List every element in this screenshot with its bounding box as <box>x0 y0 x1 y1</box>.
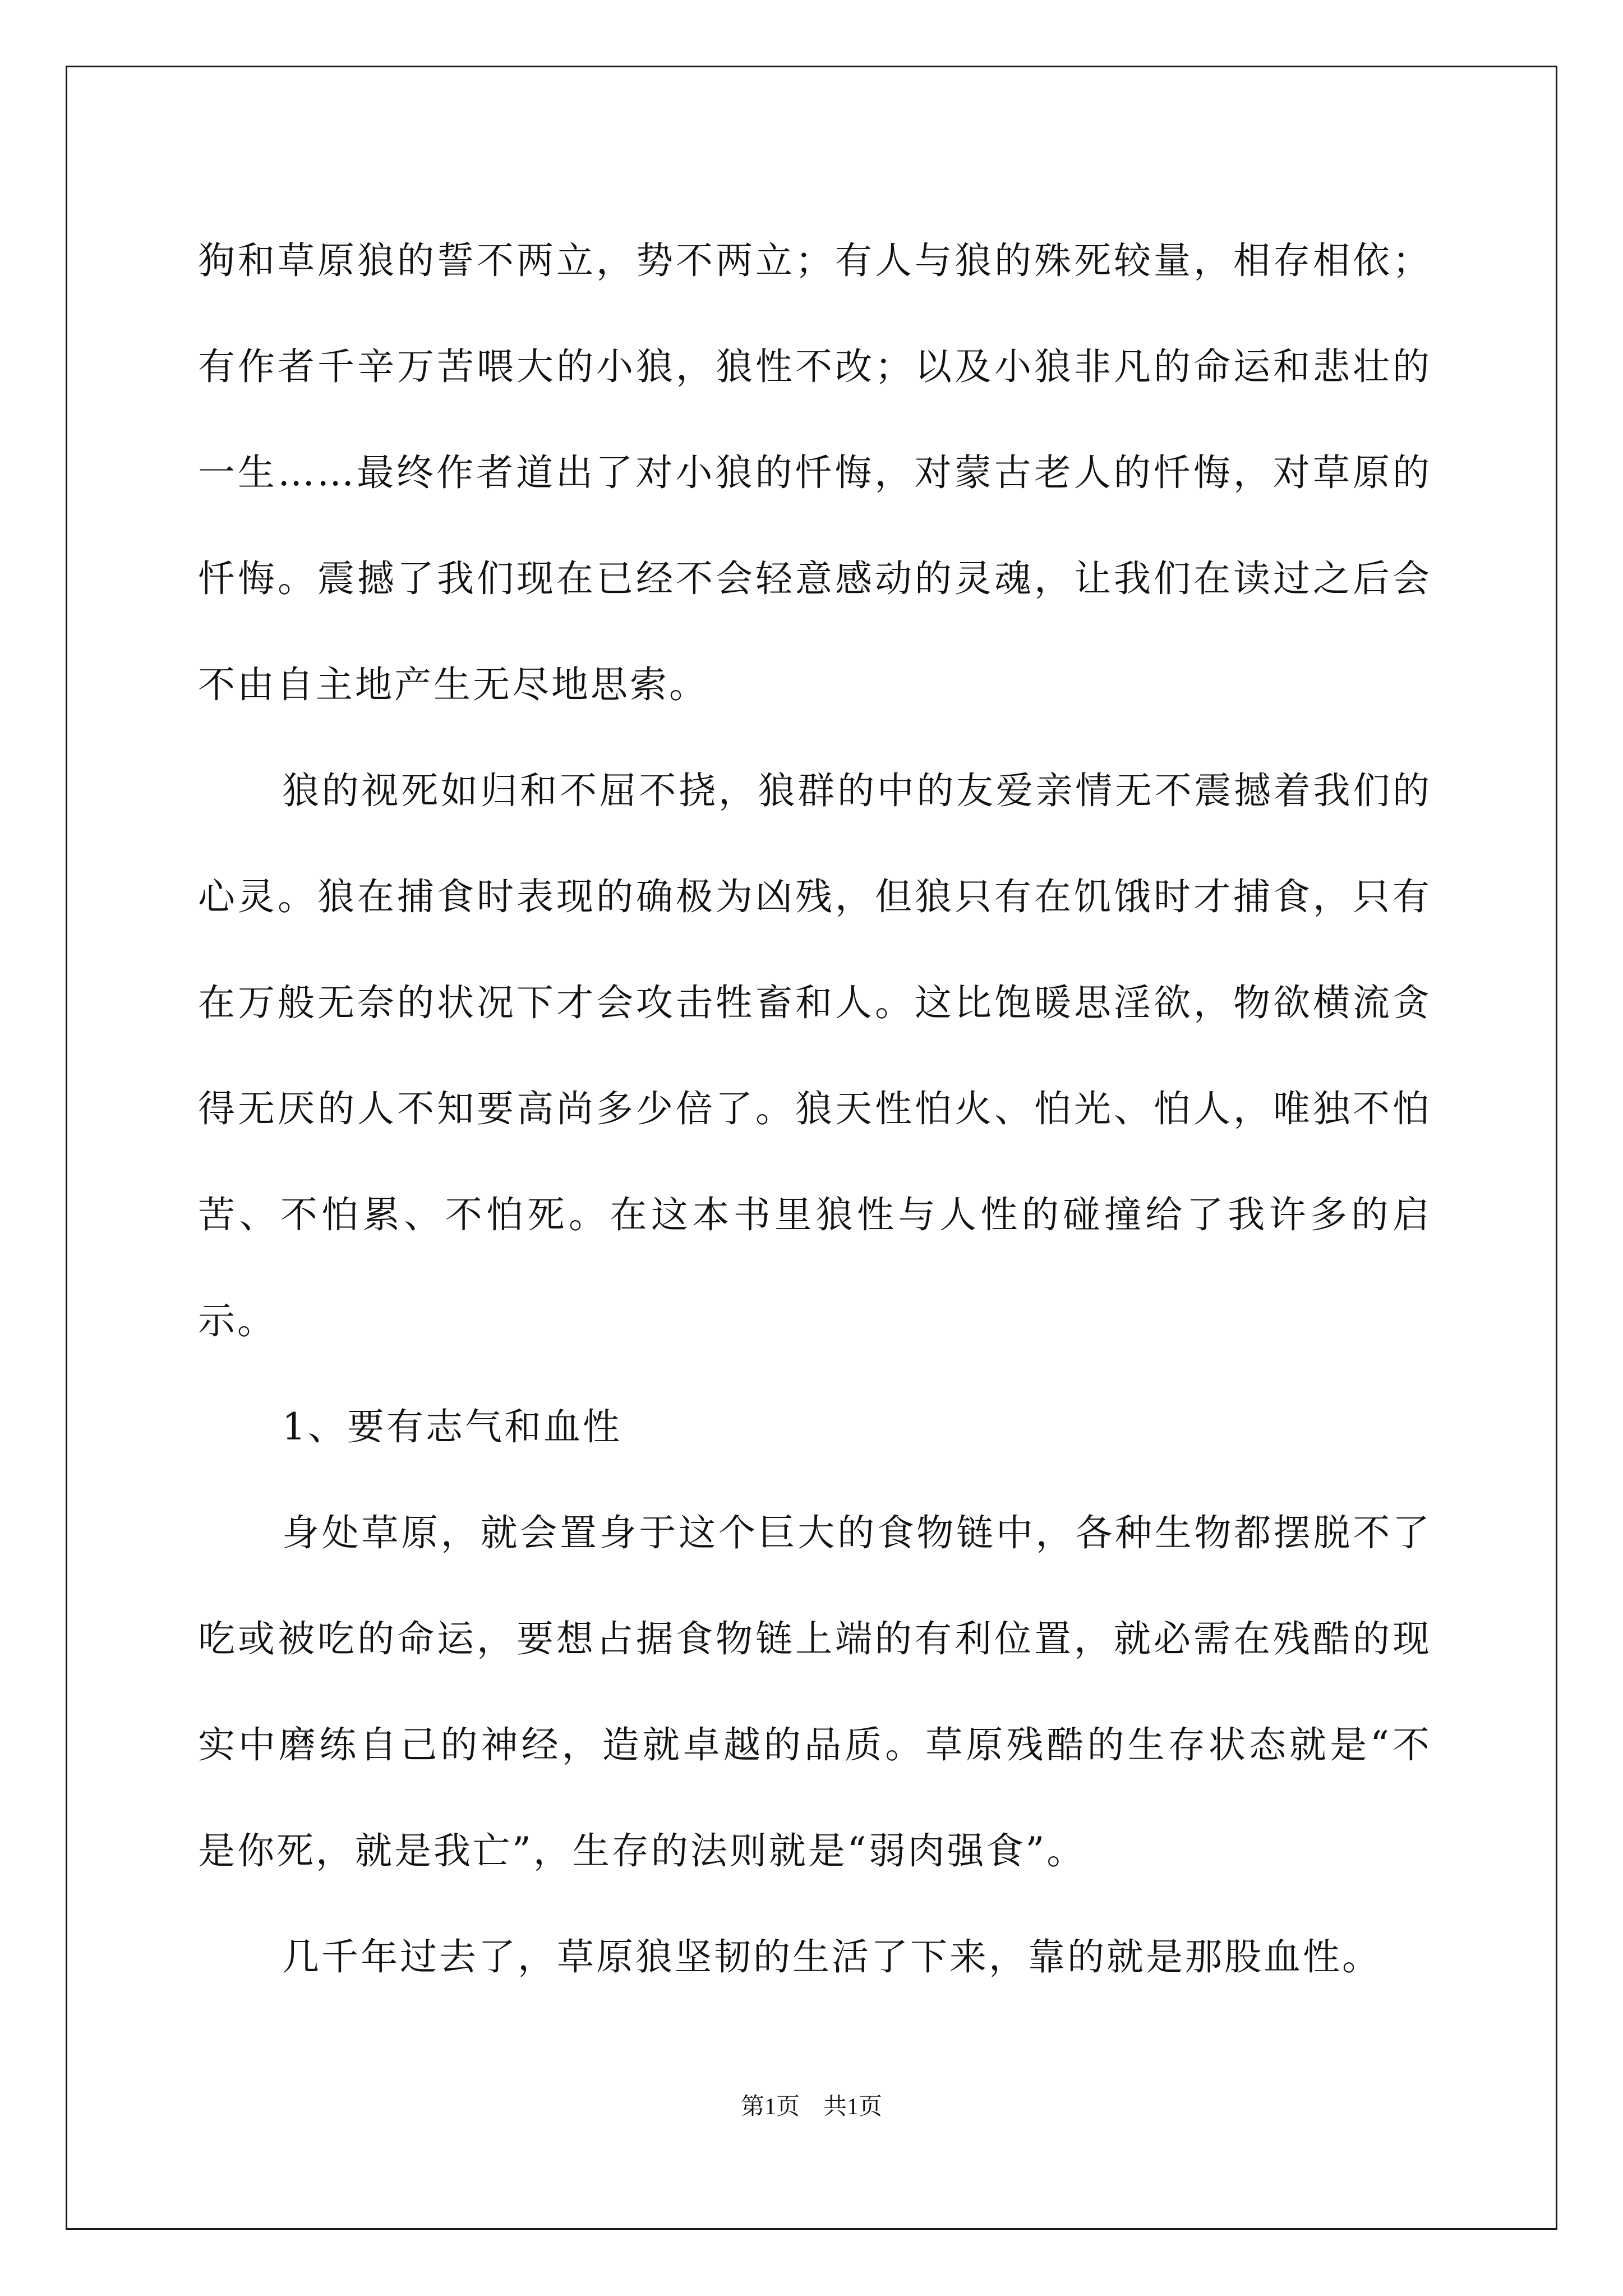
paragraph: 狗和草原狼的誓不两立，势不两立；有人与狼的殊死较量，相存相依；有作者千辛万苦喂大的小狼，狼性不改；以及小狼非凡的命运和悲壮的一生……最终作者道出了对小狼的忏悔，对蒙古老人的忏悔，对草原的忏悔。震撼了我们现在已经不会轻意感动的灵魂，让我们在读过之后会不由自主地产生无尽地思索。 <box>198 239 1432 706</box>
page-number-footer: 第1页 共1页 <box>740 2094 882 2120</box>
section-heading: 1、要有志气和血性 <box>282 1405 622 1448</box>
paragraph: 狼的视死如归和不屈不挠，狼群的中的友爱亲情无不震撼着我们的心灵。狼在捕食时表现的确极为凶残，但狼只有在饥饿时才捕食，只有在万般无奈的状况下才会攻击牲畜和人。这比饱暖思淫欲，物欲横流贪得无厌的人不知要高尚多少倍了。狼天性怕火、怕光、怕人，唯独不怕苦、不怕累、不怕死。在这本书里狼性与人性的碰撞给了我许多的启示。 <box>198 769 1432 1342</box>
paragraph: 身处草原，就会置身于这个巨大的食物链中，各种生物都摆脱不了吃或被吃的命运，要想占据食物链上端的有利位置，就必需在残酷的现实中磨练自己的神经，造就卓越的品质。草原残酷的生存状态就是“不是你死，就是我亡”，生存的法则就是“弱肉强食”。 <box>198 1511 1432 1872</box>
document-body <box>198 208 1432 2010</box>
paragraph: 几千年过去了，草原狼坚韧的生活了下来，靠的就是那股血性。 <box>282 1935 1381 1978</box>
